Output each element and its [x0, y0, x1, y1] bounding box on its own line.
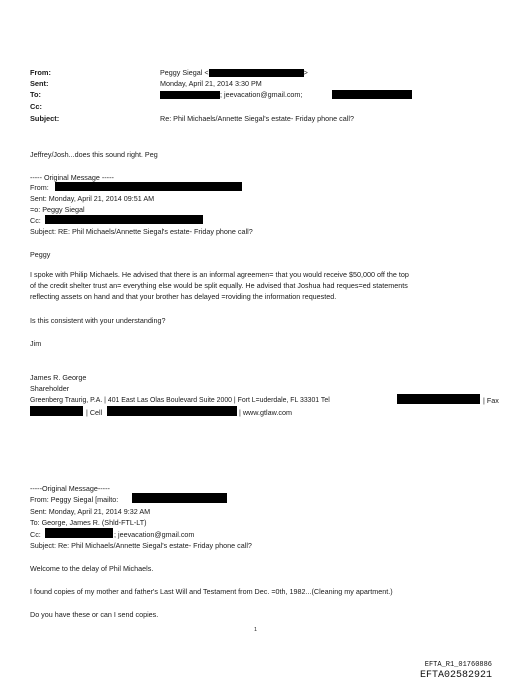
signature-name: James R. George — [30, 373, 87, 382]
body-line: reflecting assets on hand and that your brother has delayed =roviding the information requested. — [30, 292, 337, 301]
redaction — [332, 90, 412, 99]
to-label: To: — [30, 90, 41, 99]
redaction — [30, 406, 83, 416]
cc-value: ; jeevacation@gmail.com — [114, 530, 195, 539]
subject-label: Subject: — [30, 114, 60, 123]
sent-value: Monday, April 21, 2014 3:30 PM — [160, 79, 262, 88]
intro-text: Jeffrey/Josh...does this sound right. Peg — [30, 150, 158, 159]
page-number: 1 — [254, 627, 258, 633]
greeting: Peggy — [30, 250, 51, 259]
subject-value: Re: Phil Michaels/Annette Siegal's estate- Friday phone call? — [160, 114, 354, 123]
body-line: I spoke with Philip Michaels. He advised that there is an informal agreemen= that you would receive $50,000 off the top — [30, 270, 409, 279]
body-line: Do you have these or can I send copies. — [30, 610, 159, 619]
to-line: =o: Peggy Siegal — [30, 205, 85, 214]
signature-title: Shareholder — [30, 384, 70, 393]
body-line: I found copies of my mother and father's Last Will and Testament from Dec. =0th, 1982...(Cleaning my apartment.) — [30, 587, 393, 596]
cc-line: Cc: — [30, 530, 41, 539]
redaction — [45, 215, 203, 224]
signature-web: | www.gtlaw.com — [239, 408, 292, 417]
footer-id-small: EFTA_R1_01760886 — [424, 661, 492, 669]
from-line: From: Peggy Siegal [mailto: — [30, 495, 119, 504]
body-line: of the credit shelter trust an= everything else would be split equally. He advised that Joshua had reques=ed statements — [30, 281, 408, 290]
cc-line: Cc: — [30, 216, 41, 225]
separator: -----Original Message----- — [30, 484, 110, 493]
redaction — [209, 69, 304, 77]
redaction — [55, 182, 242, 191]
sent-label: Sent: — [30, 79, 49, 88]
question-text: Is this consistent with your understanding? — [30, 316, 166, 325]
to-line: To: George, James R. (Shld-FTL-LT) — [30, 518, 147, 527]
signature-cell: | Cell — [86, 408, 103, 417]
footer-id-large: EFTA02582921 — [419, 670, 492, 681]
subject-line: Subject: Re: Phil Michaels/Annette Siegal's estate- Friday phone call? — [30, 541, 252, 550]
from-label: From: — [30, 68, 51, 77]
from-line: From: — [30, 183, 49, 192]
cc-label: Cc: — [30, 102, 42, 111]
signature-firm: Greenberg Traurig, P.A. | 401 East Las Olas Boulevard Suite 2000 | Fort L=uderdale, FL 33301 Tel — [30, 397, 330, 404]
redaction — [45, 528, 113, 538]
redaction — [132, 493, 227, 503]
signature-fax: | Fax — [483, 396, 499, 405]
sent-line: Sent: Monday, April 21, 2014 9:32 AM — [30, 507, 151, 516]
sent-line: Sent: Monday, April 21, 2014 09:51 AM — [30, 194, 155, 203]
redaction — [107, 406, 237, 416]
from-value: Peggy Siegal < > — [160, 68, 308, 77]
separator: ----- Original Message ----- — [30, 173, 114, 182]
sign-off: Jim — [30, 339, 42, 348]
to-value: ; jeevacation@gmail.com; — [160, 90, 302, 99]
redaction — [160, 91, 220, 99]
redaction — [397, 394, 480, 404]
subject-line: Subject: RE: Phil Michaels/Annette Siegal's estate- Friday phone call? — [30, 227, 253, 236]
body-line: Welcome to the delay of Phil Michaels. — [30, 564, 154, 573]
